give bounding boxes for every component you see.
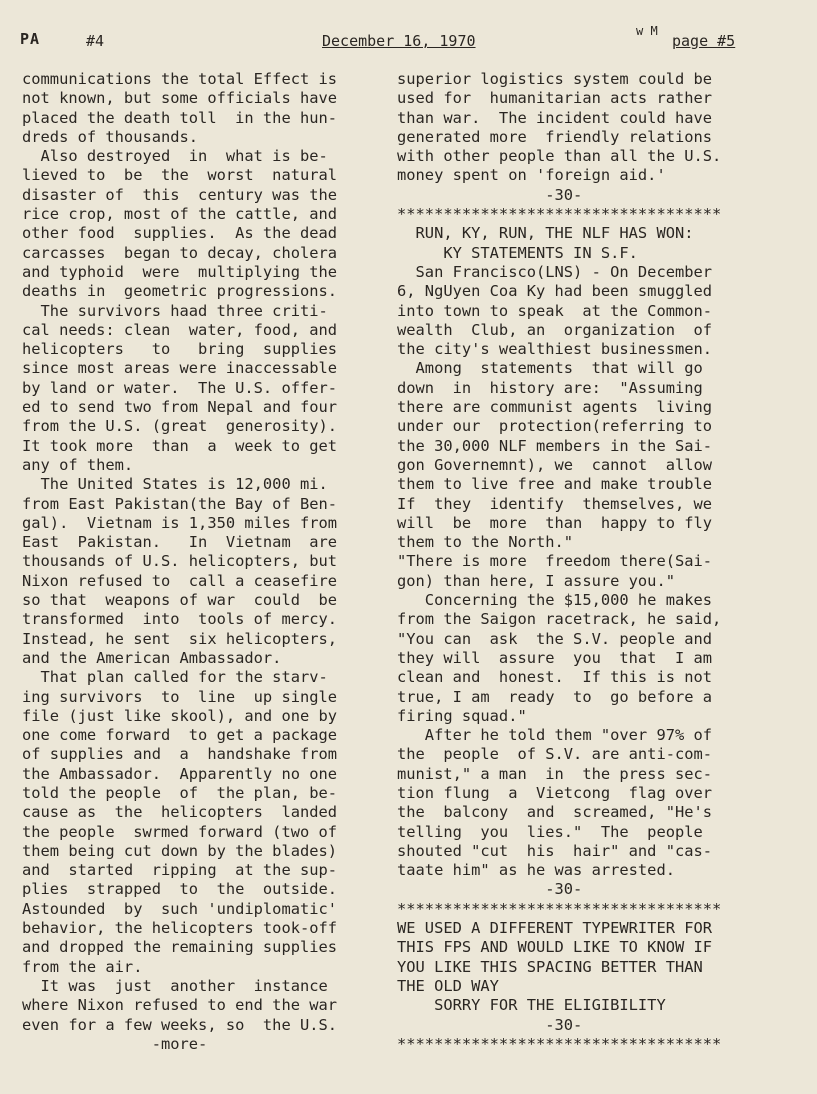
left-column-line: of supplies and a handshake from — [22, 745, 338, 764]
right-column-line: wealth Club, an organization of — [397, 320, 713, 339]
left-column-line: and typhoid were multiplying the — [22, 262, 338, 281]
right-column-line: used for humanitarian acts rather — [397, 89, 713, 108]
right-column-line: Concerning the $15,000 he makes — [397, 591, 713, 610]
left-column-line: one come forward to get a package — [22, 726, 338, 745]
left-column-line: gal). Vietnam is 1,350 miles from — [22, 513, 338, 532]
right-column-line: the 30,000 NLF members in the Sai- — [397, 436, 713, 455]
right-column-line: RUN, KY, RUN, THE NLF HAS WON: — [397, 224, 694, 243]
left-column-line: ing survivors to line up single — [22, 687, 338, 706]
right-column-line: *********************************** — [397, 1034, 722, 1053]
left-column-line: and dropped the remaining supplies — [22, 938, 338, 957]
left-column-line: disaster of this century was the — [22, 185, 338, 204]
left-column-line: That plan called for the starv- — [22, 668, 328, 687]
page-header — [0, 22, 817, 56]
right-column-line: true, I am ready to go before a — [397, 687, 713, 706]
issue-number: #4 — [86, 32, 105, 50]
right-column-line: from the Saigon racetrack, he said, — [397, 610, 722, 629]
right-column-line: the city's wealthiest businessmen. — [397, 340, 713, 359]
right-column-line: into town to speak at the Common- — [397, 301, 713, 320]
left-column-line: rice crop, most of the cattle, and — [22, 205, 338, 224]
left-column-line: thousands of U.S. helicopters, but — [22, 552, 338, 571]
left-column-line: from the air. — [22, 957, 143, 976]
right-column-line: If they identify themselves, we — [397, 494, 713, 513]
right-column-line: After he told them "over 97% of — [397, 726, 713, 745]
left-column-line: It took more than a week to get — [22, 436, 338, 455]
right-column-line: KY STATEMENTS IN S.F. — [397, 243, 638, 262]
right-column-line: under our protection(referring to — [397, 417, 713, 436]
left-column-line: transformed into tools of mercy. — [22, 610, 338, 629]
left-column-line: from East Pakistan(the Bay of Ben- — [22, 494, 338, 513]
right-column-line: down in history are: "Assuming — [397, 378, 703, 397]
right-column-line: taate him" as he was arrested. — [397, 861, 675, 880]
right-column-line: -30- — [397, 1015, 583, 1034]
right-column-line: the people of S.V. are anti-com- — [397, 745, 713, 764]
left-column-line: Instead, he sent six helicopters, — [22, 629, 338, 648]
right-column — [397, 70, 777, 1054]
left-column-line: helicopters to bring supplies — [22, 340, 338, 359]
left-column-line: the Ambassador. Apparently no one — [22, 764, 338, 783]
right-column-line: -30- — [397, 185, 583, 204]
left-column-line: told the people of the plan, be- — [22, 783, 338, 802]
right-column-line: clean and honest. If this is not — [397, 668, 713, 687]
left-column-line: plies strapped to the outside. — [22, 880, 338, 899]
left-column-line: and the American Ambassador. — [22, 648, 282, 667]
right-column-line: will be more than happy to fly — [397, 513, 713, 532]
left-column-line: where Nixon refused to end the war — [22, 996, 338, 1015]
right-column-line: SORRY FOR THE ELIGIBILITY — [397, 996, 666, 1015]
right-column-line: gon Governemnt), we cannot allow — [397, 455, 713, 474]
right-column-line: "There is more freedom there(Sai- — [397, 552, 713, 571]
left-column-line: dreds of thousands. — [22, 127, 199, 146]
left-column-line: ed to send two from Nepal and four — [22, 398, 338, 417]
right-column-line: there are communist agents living — [397, 398, 713, 417]
left-column-line: East Pakistan. In Vietnam are — [22, 533, 338, 552]
left-column-line: deaths in geometric progressions. — [22, 282, 338, 301]
left-column-line: placed the death toll in the hun- — [22, 108, 338, 127]
header-left-mark: PA — [20, 30, 41, 48]
handwritten-mark: w M — [636, 24, 658, 38]
left-column-line: even for a few weeks, so the U.S. — [22, 1015, 338, 1034]
right-column-line: them to the North." — [397, 533, 574, 552]
left-column-line: any of them. — [22, 455, 134, 474]
right-column-line: YOU LIKE THIS SPACING BETTER THAN — [397, 957, 703, 976]
left-column-line: cause as the helicopters landed — [22, 803, 338, 822]
left-column-line: The survivors haad three criti- — [22, 301, 328, 320]
left-column-line: -more- — [22, 1034, 208, 1053]
left-column-line: from the U.S. (great generosity). — [22, 417, 338, 436]
left-column-line: Astounded by such 'undiplomatic' — [22, 899, 338, 918]
left-column-line: cal needs: clean water, food, and — [22, 320, 338, 339]
left-column-line: communications the total Effect is — [22, 70, 338, 88]
right-column-line: WE USED A DIFFERENT TYPEWRITER FOR — [397, 919, 713, 938]
right-column-line: munist," a man in the press sec- — [397, 764, 713, 783]
right-column-line: "You can ask the S.V. people and — [397, 629, 713, 648]
right-column-line: them to live free and make trouble — [397, 475, 713, 494]
right-column-line: shouted "cut his hair" and "cas- — [397, 841, 713, 860]
left-column-line: and started ripping at the sup- — [22, 861, 338, 880]
right-column-line: THE OLD WAY — [397, 976, 499, 995]
left-column-line: other food supplies. As the dead — [22, 224, 338, 243]
left-column-line: since most areas were inaccessable — [22, 359, 338, 378]
left-column-line: them being cut down by the blades) — [22, 841, 338, 860]
right-column-line: 6, NgUyen Coa Ky had been smuggled — [397, 282, 713, 301]
right-column-line: tion flung a Vietcong flag over — [397, 783, 713, 802]
left-column — [22, 70, 384, 1054]
left-column-line: not known, but some officials have — [22, 89, 338, 108]
left-column-line: so that weapons of war could be — [22, 591, 338, 610]
left-column-line: lieved to be the worst natural — [22, 166, 338, 185]
right-column-line: -30- — [397, 880, 583, 899]
page-number: page #5 — [672, 32, 736, 50]
left-column-line: file (just like skool), and one by — [22, 706, 338, 725]
right-column-line: *********************************** — [397, 899, 722, 918]
right-column-line: superior logistics system could be — [397, 70, 713, 88]
right-column-line: the balcony and screamed, "He's — [397, 803, 713, 822]
left-column-line: The United States is 12,000 mi. — [22, 475, 328, 494]
right-column-line: with other people than all the U.S. — [397, 147, 722, 166]
right-column-line: San Francisco(LNS) - On December — [397, 262, 713, 281]
left-column-line: by land or water. The U.S. offer- — [22, 378, 338, 397]
left-column-line: Also destroyed in what is be- — [22, 147, 328, 166]
issue-date: December 16, 1970 — [322, 32, 476, 50]
right-column-line: gon) than here, I assure you." — [397, 571, 675, 590]
right-column-line: than war. The incident could have — [397, 108, 713, 127]
right-column-line: generated more friendly relations — [397, 127, 713, 146]
right-column-line: Among statements that will go — [397, 359, 703, 378]
left-column-line: Nixon refused to call a ceasefire — [22, 571, 338, 590]
right-column-line: *********************************** — [397, 205, 722, 224]
right-column-line: telling you lies." The people — [397, 822, 703, 841]
left-column-line: behavior, the helicopters took-off — [22, 919, 338, 938]
right-column-line: THIS FPS AND WOULD LIKE TO KNOW IF — [397, 938, 713, 957]
left-column-line: carcasses began to decay, cholera — [22, 243, 338, 262]
left-column-line: It was just another instance — [22, 976, 328, 995]
left-column-line: the people swrmed forward (two of — [22, 822, 338, 841]
right-column-line: firing squad." — [397, 706, 527, 725]
right-column-line: money spent on 'foreign aid.' — [397, 166, 666, 185]
right-column-line: they will assure you that I am — [397, 648, 713, 667]
